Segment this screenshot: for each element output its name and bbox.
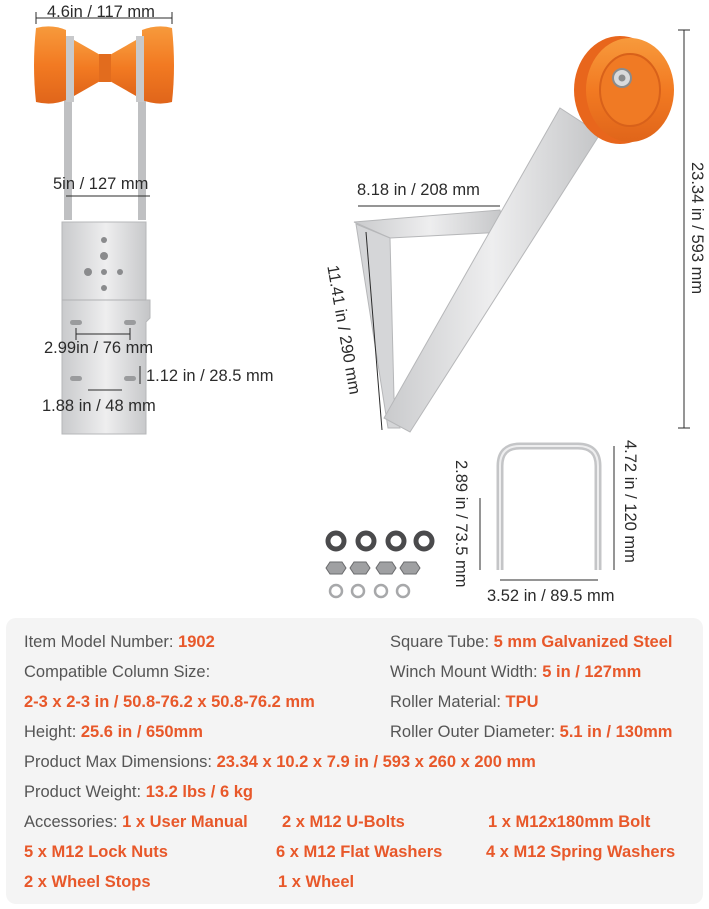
arm-vertical-label: 11.41 in / 290 mm: [323, 263, 364, 396]
max-dimensions-row: [24, 754, 536, 771]
specifications-panel: [6, 618, 703, 904]
accessory-item: 1 x User Manual: [122, 813, 248, 831]
roller-diameter-row: [390, 724, 672, 741]
column-size-label: Compatible Column Size:: [24, 663, 211, 681]
hole-spacing-label: 1.88 in / 48 mm: [42, 397, 156, 415]
accessory-item: 2 x Wheel Stops: [24, 873, 151, 891]
height-row: [24, 724, 203, 741]
u-bolt: [480, 446, 614, 580]
ubolt-width-label: 3.52 in / 89.5 mm: [487, 587, 615, 605]
winch-mount-row: [390, 664, 641, 681]
accessories-label: Accessories:: [24, 813, 118, 831]
plate-width-label: 5in / 127 mm: [53, 175, 149, 193]
max-dimensions-value: 23.34 x 10.2 x 7.9 in / 593 x 260 x 200 mm: [216, 753, 536, 771]
square-tube-value: 5 mm Galvanized Steel: [493, 633, 673, 651]
roller-material-label: Roller Material:: [390, 693, 501, 711]
ubolt-inner-height-label: 2.89 in / 73.5 mm: [452, 460, 470, 588]
height-label: Height:: [24, 723, 77, 741]
max-dimensions-label: Product Max Dimensions:: [24, 753, 212, 771]
height-value: 25.6 in / 650mm: [80, 723, 203, 741]
accessory-item: 1 x M12x180mm Bolt: [488, 813, 651, 831]
weight-row: [24, 784, 253, 801]
roller-diameter-value: 5.1 in / 130mm: [559, 723, 673, 741]
model-number-row: [24, 634, 215, 651]
slot-length-label: 1.12 in / 28.5 mm: [146, 367, 274, 385]
roller-material-value: TPU: [505, 693, 539, 711]
accessory-item: 1 x Wheel: [278, 873, 355, 891]
bracket-side-view: [354, 30, 690, 432]
roller-material-row: [390, 694, 539, 711]
square-tube-row: [390, 634, 673, 651]
weight-label: Product Weight:: [24, 783, 142, 801]
roller-diameter-label: Roller Outer Diameter:: [390, 723, 556, 741]
winch-mount-value: 5 in / 127mm: [542, 663, 642, 681]
column-size-value-row: [24, 694, 315, 711]
accessory-item: 6 x M12 Flat Washers: [276, 843, 443, 861]
slot-spacing-label: 2.99in / 76 mm: [44, 339, 154, 357]
accessory-item: 5 x M12 Lock Nuts: [24, 843, 168, 861]
square-tube-label: Square Tube:: [390, 633, 490, 651]
total-height-label: 23.34 in / 593 mm: [688, 162, 706, 295]
model-number-label: Item Model Number:: [24, 633, 174, 651]
column-size-value: 2-3 x 2-3 in / 50.8-76.2 x 50.8-76.2 mm: [24, 693, 315, 711]
weight-value: 13.2 lbs / 6 kg: [145, 783, 253, 801]
arm-horizontal-label: 8.18 in / 208 mm: [357, 181, 480, 199]
accessory-item: 2 x M12 U-Bolts: [282, 813, 405, 831]
roller-width-label: 4.6in / 117 mm: [47, 3, 155, 21]
ubolt-height-label: 4.72 in / 120 mm: [621, 440, 639, 563]
winch-mount-label: Winch Mount Width:: [390, 663, 538, 681]
column-size-row: [24, 664, 210, 681]
washers-and-nuts: [326, 533, 432, 597]
model-number-value: 1902: [178, 633, 215, 651]
accessories-row: [24, 814, 248, 831]
accessory-item: 4 x M12 Spring Washers: [486, 843, 676, 861]
